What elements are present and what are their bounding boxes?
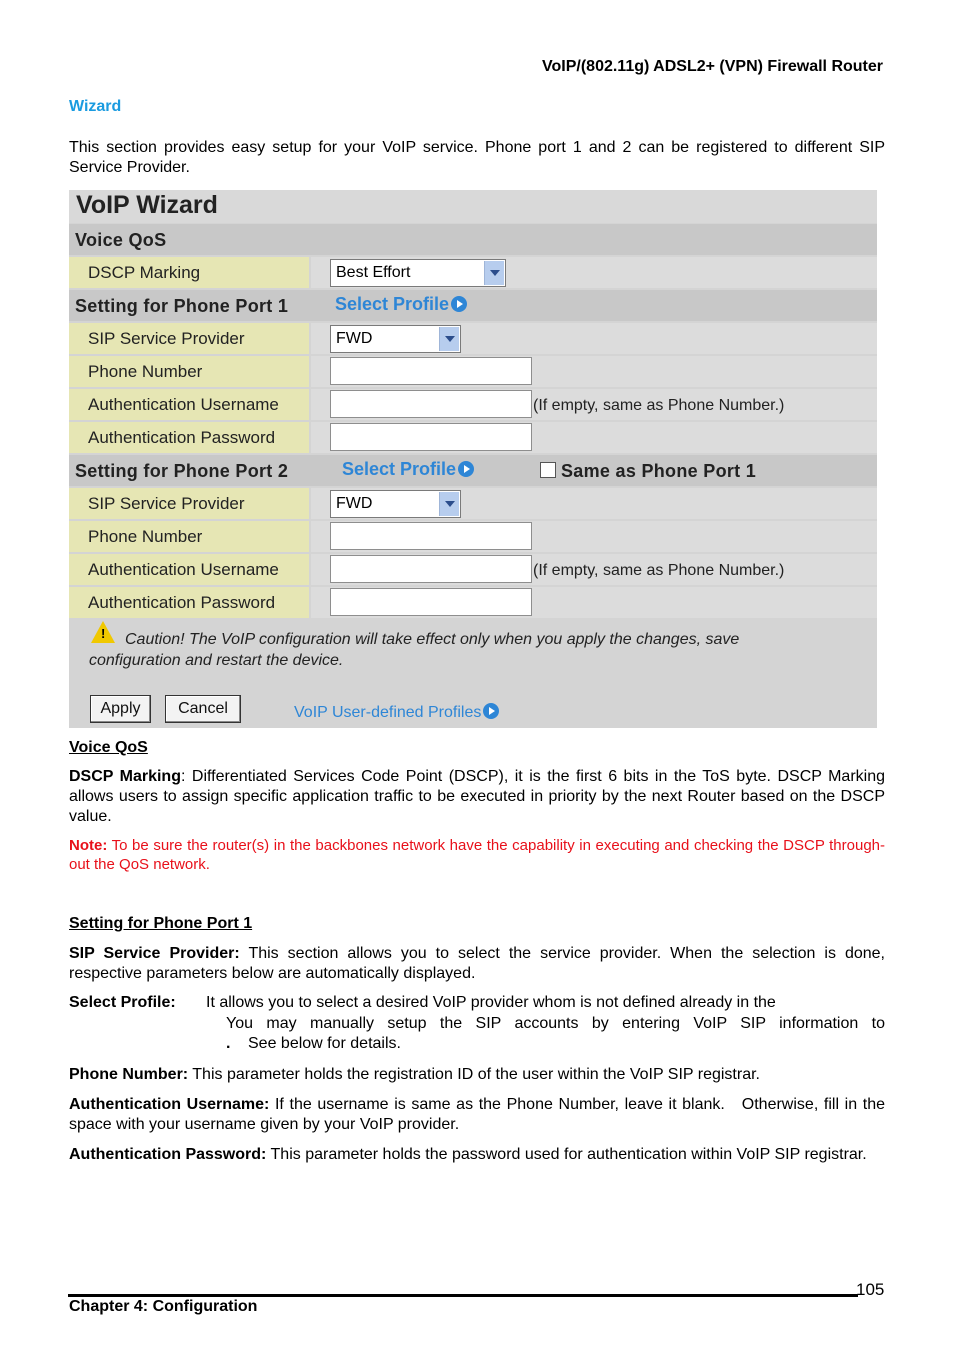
profile-line-3: See below for details.	[248, 1035, 401, 1052]
dscp-description: : Differentiated Services Code Point (DSCP), it is the first 6 bits in the ToS byte. DSCP Marking allows users to assign specific application traffic to be executed in priority by the next Router based on the DSCP value.	[69, 768, 885, 825]
port1-section-heading: Setting for Phone Port 1	[69, 915, 253, 932]
phone-term: Phone Number:	[69, 1066, 189, 1083]
cancel-button[interactable]: Cancel	[165, 695, 241, 723]
port2-password-input[interactable]	[330, 588, 532, 616]
port1-phone-row	[69, 356, 877, 387]
port1-phone-label: Phone Number	[88, 362, 203, 381]
port2-pass-row	[69, 587, 877, 618]
port2-header	[69, 455, 877, 486]
username-description: If the username is same as the Phone Number, leave it blank. Otherwise, fill in the space with your username given by your VoIP provider.	[69, 1096, 890, 1133]
note-text: To be sure the router(s) in the backbones network have the capability in executing and checking the DSCP through-out the QoS network.	[69, 837, 885, 873]
dscp-row	[69, 257, 877, 288]
port1-username-hint: (If empty, same as Phone Number.)	[533, 397, 785, 414]
port1-user-label: Authentication Username	[88, 395, 279, 414]
password-term: Authentication Password:	[69, 1146, 267, 1163]
chevron-down-icon	[439, 327, 459, 351]
port1-sip-select[interactable]	[330, 325, 461, 353]
chevron-down-icon	[439, 492, 459, 516]
port1-header	[69, 290, 877, 321]
arrow-right-icon	[458, 461, 474, 477]
sip-paragraph	[69, 944, 885, 984]
dscp-select[interactable]	[330, 259, 506, 287]
dscp-select-value: Best Effort	[336, 264, 411, 281]
dscp-term: DSCP Marking	[69, 768, 181, 785]
dscp-label: DSCP Marking	[88, 263, 201, 282]
port2-select-profile-label: Select Profile	[342, 459, 457, 479]
password-paragraph	[69, 1145, 885, 1165]
profile-line-1: It allows you to select a desired VoIP provider whom is not defined already in the	[206, 994, 776, 1011]
footer-rule	[68, 1294, 858, 1297]
port1-sip-value: FWD	[336, 330, 373, 347]
port2-username-hint: (If empty, same as Phone Number.)	[533, 562, 785, 579]
voice-qos-header	[69, 224, 877, 255]
username-paragraph	[69, 1095, 890, 1135]
username-term: Authentication Username:	[69, 1096, 270, 1113]
port2-sip-value: FWD	[336, 495, 373, 512]
port2-sip-label: SIP Service Provider	[88, 494, 245, 513]
same-as-port1-label: Same as Phone Port 1	[561, 461, 757, 481]
port2-phone-label: Phone Number	[88, 527, 203, 546]
chevron-down-icon	[484, 261, 504, 285]
caution-text: Caution! The VoIP configuration will take effect only when you apply the changes, save configuration and restart the device.	[89, 631, 740, 669]
caution-box: ! Caution! The VoIP configuration will take effect only when you apply the changes, save configuration and restart the device.	[69, 619, 877, 671]
section-title: Wizard	[69, 98, 122, 115]
port1-username-input[interactable]	[330, 390, 532, 418]
document-header: VoIP/(802.11g) ADSL2+ (VPN) Firewall Router	[542, 58, 883, 75]
voice-qos-heading: Voice QoS	[75, 230, 167, 250]
port1-select-profile-label: Select Profile	[335, 294, 450, 314]
apply-button[interactable]: Apply	[90, 695, 151, 723]
voip-wizard-panel	[69, 190, 877, 728]
chapter-label: Chapter 4: Configuration	[69, 1298, 258, 1315]
arrow-right-icon	[451, 296, 467, 312]
port1-phone-input[interactable]	[330, 357, 532, 385]
port1-pass-row	[69, 422, 877, 453]
port1-select-profile-link[interactable]	[335, 294, 467, 315]
user-defined-profiles-link[interactable]	[294, 703, 499, 722]
wizard-actions	[69, 673, 877, 728]
port2-username-input[interactable]	[330, 555, 532, 583]
profile-dot: .	[226, 1035, 231, 1052]
port2-select-profile-link[interactable]	[342, 459, 474, 480]
port1-sip-label: SIP Service Provider	[88, 329, 245, 348]
sip-term: SIP Service Provider:	[69, 945, 240, 962]
password-description: This parameter holds the password used for authentication within VoIP SIP registrar.	[266, 1146, 867, 1163]
same-as-port1-checkbox[interactable]	[540, 462, 556, 478]
profile-line-2: You may manually setup the SIP accounts by entering VoIP SIP information to	[226, 1015, 885, 1032]
port2-phone-row	[69, 521, 877, 552]
port2-heading: Setting for Phone Port 2	[75, 461, 289, 481]
profile-term: Select Profile:	[69, 994, 176, 1011]
phone-paragraph	[69, 1065, 885, 1085]
port1-user-row	[69, 389, 877, 420]
port2-user-label: Authentication Username	[88, 560, 279, 579]
port2-sip-select[interactable]	[330, 490, 461, 518]
voice-qos-section-heading: Voice QoS	[69, 739, 148, 756]
user-defined-profiles-label: VoIP User-defined Profiles	[294, 704, 482, 721]
wizard-title: VoIP Wizard	[76, 191, 218, 219]
page-number: 105	[856, 1280, 885, 1299]
wizard-title-bar	[69, 190, 877, 223]
port1-password-input[interactable]	[330, 423, 532, 451]
port1-pass-label: Authentication Password	[88, 428, 276, 447]
port1-sip-row	[69, 323, 877, 354]
port2-user-row	[69, 554, 877, 585]
port1-heading: Setting for Phone Port 1	[75, 296, 289, 316]
port2-phone-input[interactable]	[330, 522, 532, 550]
phone-description: This parameter holds the registration ID of the user within the VoIP SIP registrar.	[188, 1066, 760, 1083]
dscp-note	[69, 836, 885, 874]
dscp-paragraph	[69, 767, 885, 827]
intro-paragraph: This section provides easy setup for your VoIP service. Phone port 1 and 2 can be registered to different SIP Service Provider.	[69, 139, 885, 176]
arrow-right-icon	[483, 703, 499, 719]
sip-description: This section allows you to select the service provider. When the selection is done, respective parameters below are automatically displayed.	[69, 945, 885, 982]
port2-sip-row	[69, 488, 877, 519]
note-label: Note:	[69, 837, 108, 854]
port2-pass-label: Authentication Password	[88, 593, 276, 612]
